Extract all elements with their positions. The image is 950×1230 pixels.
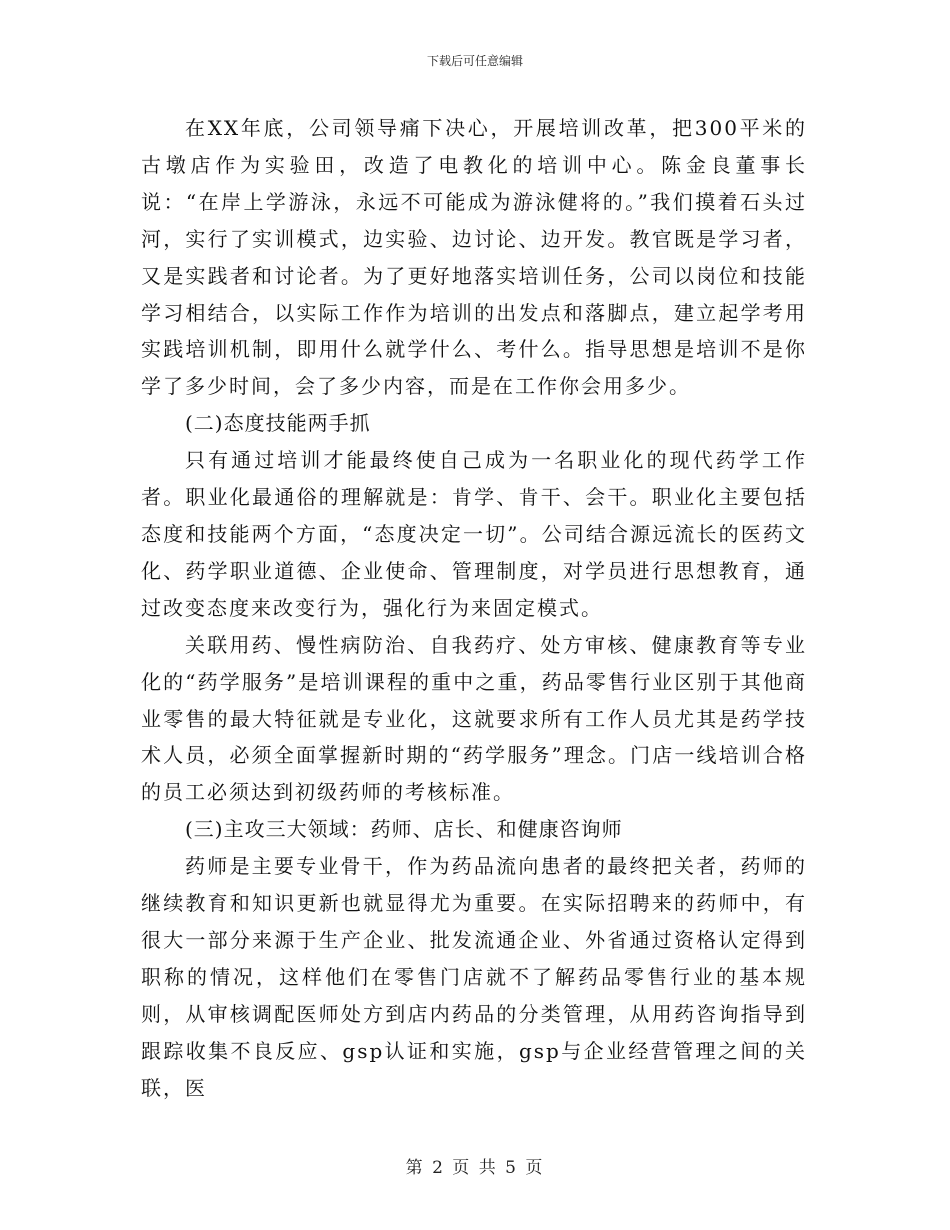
paragraph-pharmacy-service: 关联用药、慢性病防治、自我药疗、处方审核、健康教育等专业化的“药学服务”是培训课程的重中之重，药品零售行业区别于其他商业零售的最大特征就是专业化，这就要求所有工作人员尤其是药学技术人员，必须全面掌握新时期的“药学服务”理念。门店一线培训合格的员工必须达到初级药师的考核标准。 [141, 632, 807, 805]
header-note: 下载后可任意编辑 [426, 54, 523, 68]
paragraph-professionalization: 只有通过培训才能最终使自己成为一名职业化的现代药学工作者。职业化最通俗的理解就是：肯学、肯干、会干。职业化主要包括态度和技能两个方面，“态度决定一切”。公司结合源远流长的医药文化、药学职业道德、企业使命、管理制度，对学员进行思想教育，通过改变态度来改变行为，强化行为来固定模式。 [141, 448, 807, 620]
page-number-footer: 第 2 页 共 5 页 [405, 1158, 545, 1178]
section-heading-attitude-skills: (二)态度技能两手抓 [185, 411, 371, 436]
paragraph-pharmacists: 药师是主要专业骨干，作为药品流向患者的最终把关者，药师的继续教育和知识更新也就显得尤为重要。在实际招聘来的药师中，有很大一部分来源于生产企业、批发流通企业、外省通过资格认定得到职称的情况，这样他们在零售门店就不了解药品零售行业的基本规则，从审核调配医师处方到店内药品的分类管理，从用药咨询指导到跟踪收集不良反应、gsp认证和实施，gsp与企业经营管理之间的关联，医 [141, 854, 807, 1100]
paragraph-training-reform: 在XX年底，公司领导痛下决心，开展培训改革，把300平米的古墩店作为实验田，改造了电教化的培训中心。陈金良董事长说：“在岸上学游泳，永远不可能成为游泳健将的。”我们摸着石头过河，实行了实训模式，边实验、边讨论、边开发。教官既是学习者，又是实践者和讨论者。为了更好地落实培训任务，公司以岗位和技能学习相结合，以实际工作作为培训的出发点和落脚点，建立起学考用实践培训机制，即用什么就学什么、考什么。指导思想是培训不是你学了多少时间，会了多少内容，而是在工作你会用多少。 [141, 116, 807, 399]
document-body [141, 110, 807, 1106]
section-heading-three-fields: (三)主攻三大领域：药师、店长、和健康咨询师 [185, 817, 623, 842]
